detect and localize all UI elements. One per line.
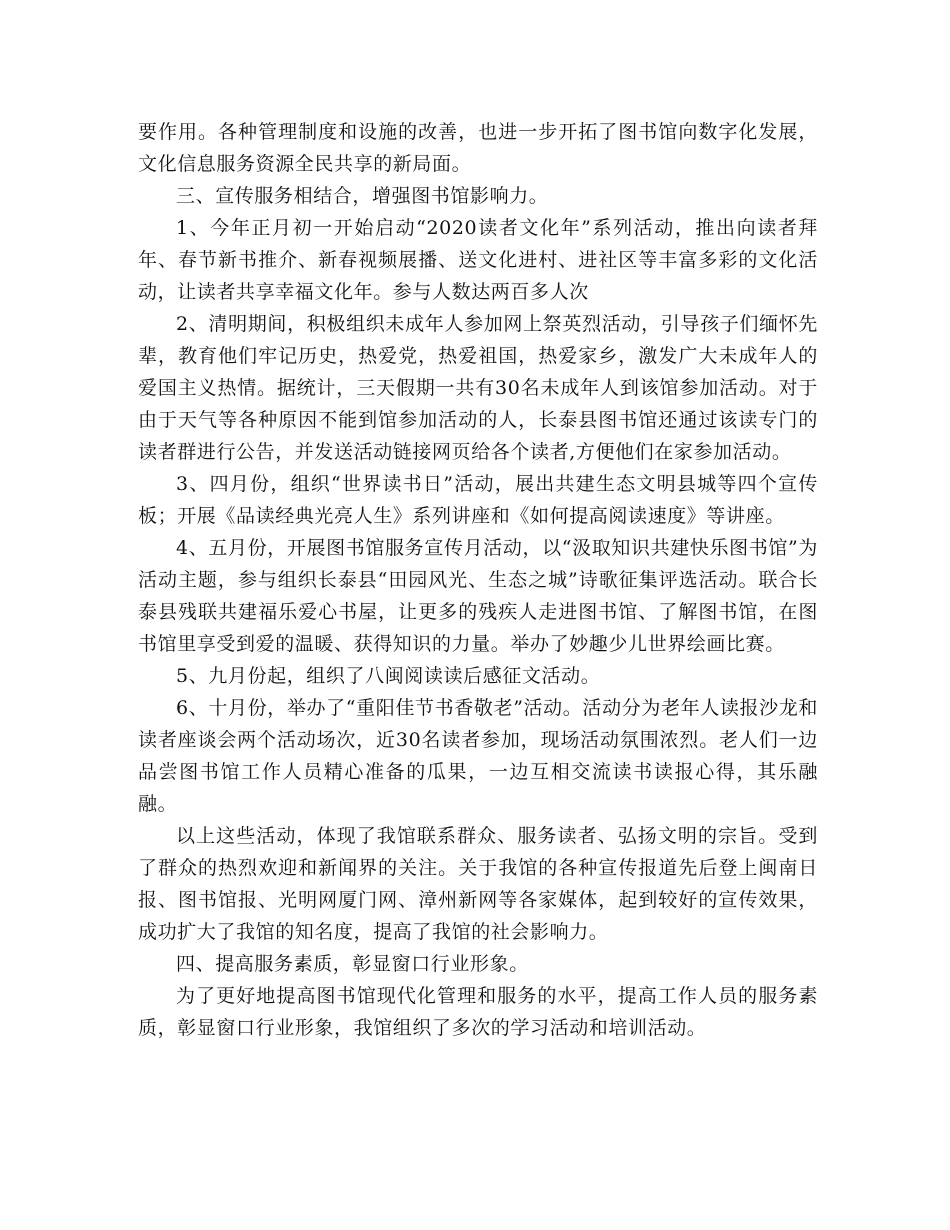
paragraph-item-4: 4、五月份，开展图书馆服务宣传月活动，以“汲取知识共建快乐图书馆”为活动主题，参与组织长泰县“田园风光、生态之城”诗歌征集评选活动。联合长泰县残联共建福乐爱心书屋，让更多的残疾人走进图书馆、了解图书馆，在图书馆里享受到爱的温暖、获得知识的力量。举办了妙趣少儿世界绘画比赛。 [138,537,818,655]
section-heading-three: 三、宣传服务相结合，增强图书馆影响力。 [176,185,549,207]
section-heading-four: 四、提高服务素质，彰显窗口行业形象。 [176,953,529,975]
paragraph-item-1: 1、今年正月初一开始启动“2020读者文化年”系列活动，推出向读者拜年、春节新书推介、新春视频展播、送文化进村、进社区等丰富多彩的文化活动，让读者共享幸福文化年。参与人数达两百多人次 [138,217,818,303]
paragraph-item-2: 2、清明期间，积极组织未成年人参加网上祭英烈活动，引导孩子们缅怀先辈，教育他们牢记历史，热爱党，热爱祖国，热爱家乡，激发广大未成年人的爱国主义热情。据统计，三天假期一共有30名未成年人到该馆参加活动。对于由于天气等各种原因不能到馆参加活动的人，长泰县图书馆还通过该读专门的读者群进行公告，并发送活动链接网页给各个读者,方便他们在家参加活动。 [138,313,818,463]
paragraph-item-5: 5、九月份起，组织了八闽阅读读后感征文活动。 [176,665,601,687]
paragraph-training: 为了更好地提高图书馆现代化管理和服务的水平，提高工作人员的服务素质，彰显窗口行业形象，我馆组织了多次的学习活动和培训活动。 [138,985,818,1039]
document-body [138,116,818,1044]
paragraph-item-6: 6、十月份，举办了“重阳佳节书香敬老”活动。活动分为老年人读报沙龙和读者座谈会两个活动场次，近30名读者参加，现场活动氛围浓烈。老人们一边品尝图书馆工作人员精心准备的瓜果，一边互相交流读书读报心得，其乐融融。 [138,697,818,815]
paragraph-continuation: 要作用。各种管理制度和设施的改善，也进一步开拓了图书馆向数字化发展，文化信息服务资源全民共享的新局面。 [138,121,818,175]
paragraph-item-3: 3、四月份，组织“世界读书日”活动，展出共建生态文明县城等四个宣传板；开展《品读经典光亮人生》系列讲座和《如何提高阅读速度》等讲座。 [138,473,818,527]
paragraph-summary: 以上这些活动，体现了我馆联系群众、服务读者、弘扬文明的宗旨。受到了群众的热烈欢迎和新闻界的关注。关于我馆的各种宣传报道先后登上闽南日报、图书馆报、光明网厦门网、漳州新网等各家媒体，起到较好的宣传效果，成功扩大了我馆的知名度，提高了我馆的社会影响力。 [138,825,818,943]
